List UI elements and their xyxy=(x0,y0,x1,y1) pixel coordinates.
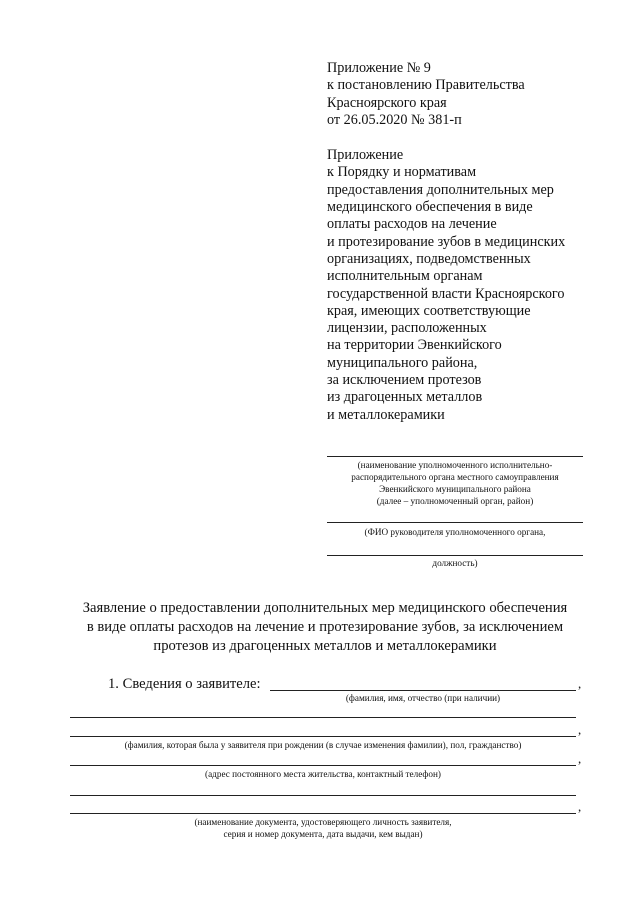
annex-detail-line: к Порядку и нормативам xyxy=(327,164,477,181)
annex-detail-line: на территории Эвенкийского xyxy=(327,337,502,354)
annex-detail-line: предоставления дополнительных мер xyxy=(327,181,554,198)
annex-header-line: к постановлению Правительства xyxy=(327,77,525,94)
address-caption: (адрес постоянного места жительства, контактный телефон) xyxy=(205,769,441,779)
title-line: Заявление о предоставлении дополнительных мер медицинского обеспечения xyxy=(82,600,568,616)
title-line: в виде оплаты расходов на лечение и протезирование зубов, за исключением xyxy=(86,619,564,635)
comma: , xyxy=(578,722,582,737)
birth-caption: (фамилия, которая была у заявителя при рождении (в случае изменения фамилии), пол, гражданство) xyxy=(124,740,522,750)
org-caption-line: (наименование уполномоченного исполнительно- xyxy=(357,460,553,470)
annex-detail-line: и металлокерамики xyxy=(327,406,445,423)
org-caption-line: (далее – уполномоченный орган, район) xyxy=(376,496,534,506)
head-position-caption: должность) xyxy=(432,558,478,568)
birth-line[interactable] xyxy=(70,736,576,737)
annex-detail-line: оплаты расходов на лечение xyxy=(327,216,497,233)
annex-detail-line: муниципального района, xyxy=(327,354,478,371)
org-caption-line: распорядительного органа местного самоуправления xyxy=(351,472,559,482)
section1-label: 1. Сведения о заявителе: xyxy=(108,676,261,692)
annex-detail-line: Приложение xyxy=(327,147,404,164)
title-line: протезов из драгоценных металлов и металлокерамики xyxy=(153,638,497,654)
document-caption-line: (наименование документа, удостоверяющего личность заявителя, xyxy=(194,817,452,827)
annex-block xyxy=(327,60,627,424)
comma: , xyxy=(578,676,582,691)
annex-detail-line: организациях, подведомственных xyxy=(327,250,531,267)
annex-detail-line: из драгоценных металлов xyxy=(327,389,483,406)
annex-detail-line: за исключением протезов xyxy=(327,372,482,389)
org-caption-line: Эвенкийского муниципального района xyxy=(379,484,531,494)
head-name-line[interactable] xyxy=(327,522,583,523)
annex-header-line: от 26.05.2020 № 381-п xyxy=(327,111,462,128)
document-line-2[interactable] xyxy=(70,813,576,814)
org-name-caption xyxy=(327,459,583,507)
annex-detail-line: исполнительным органам xyxy=(327,268,483,285)
annex-header-line: Красноярского края xyxy=(327,94,447,111)
document-caption xyxy=(70,816,576,840)
comma: , xyxy=(578,799,582,814)
fio-caption: (фамилия, имя, отчество (при наличии) xyxy=(345,693,501,703)
annex-detail-line: медицинского обеспечения в виде xyxy=(327,199,533,216)
annex-detail-line: лицензии, расположенных xyxy=(327,320,487,337)
annex-detail-line: и протезирование зубов в медицинских xyxy=(327,233,566,250)
fio-continue-line[interactable] xyxy=(70,717,576,718)
application-title xyxy=(60,599,590,656)
address-line[interactable] xyxy=(70,765,576,766)
document-caption-line: серия и номер документа, дата выдачи, кем выдан) xyxy=(223,829,423,839)
fio-line[interactable] xyxy=(270,690,576,691)
document-line-1[interactable] xyxy=(70,795,576,796)
head-position-line[interactable] xyxy=(327,555,583,556)
annex-header-line: Приложение № 9 xyxy=(327,60,431,76)
head-name-caption: (ФИО руководителя уполномоченного органа, xyxy=(364,527,546,537)
comma: , xyxy=(578,751,582,766)
org-name-line[interactable] xyxy=(327,456,583,457)
annex-detail-line: государственной власти Красноярского xyxy=(327,285,565,302)
annex-detail-line: края, имеющих соответствующие xyxy=(327,302,531,319)
